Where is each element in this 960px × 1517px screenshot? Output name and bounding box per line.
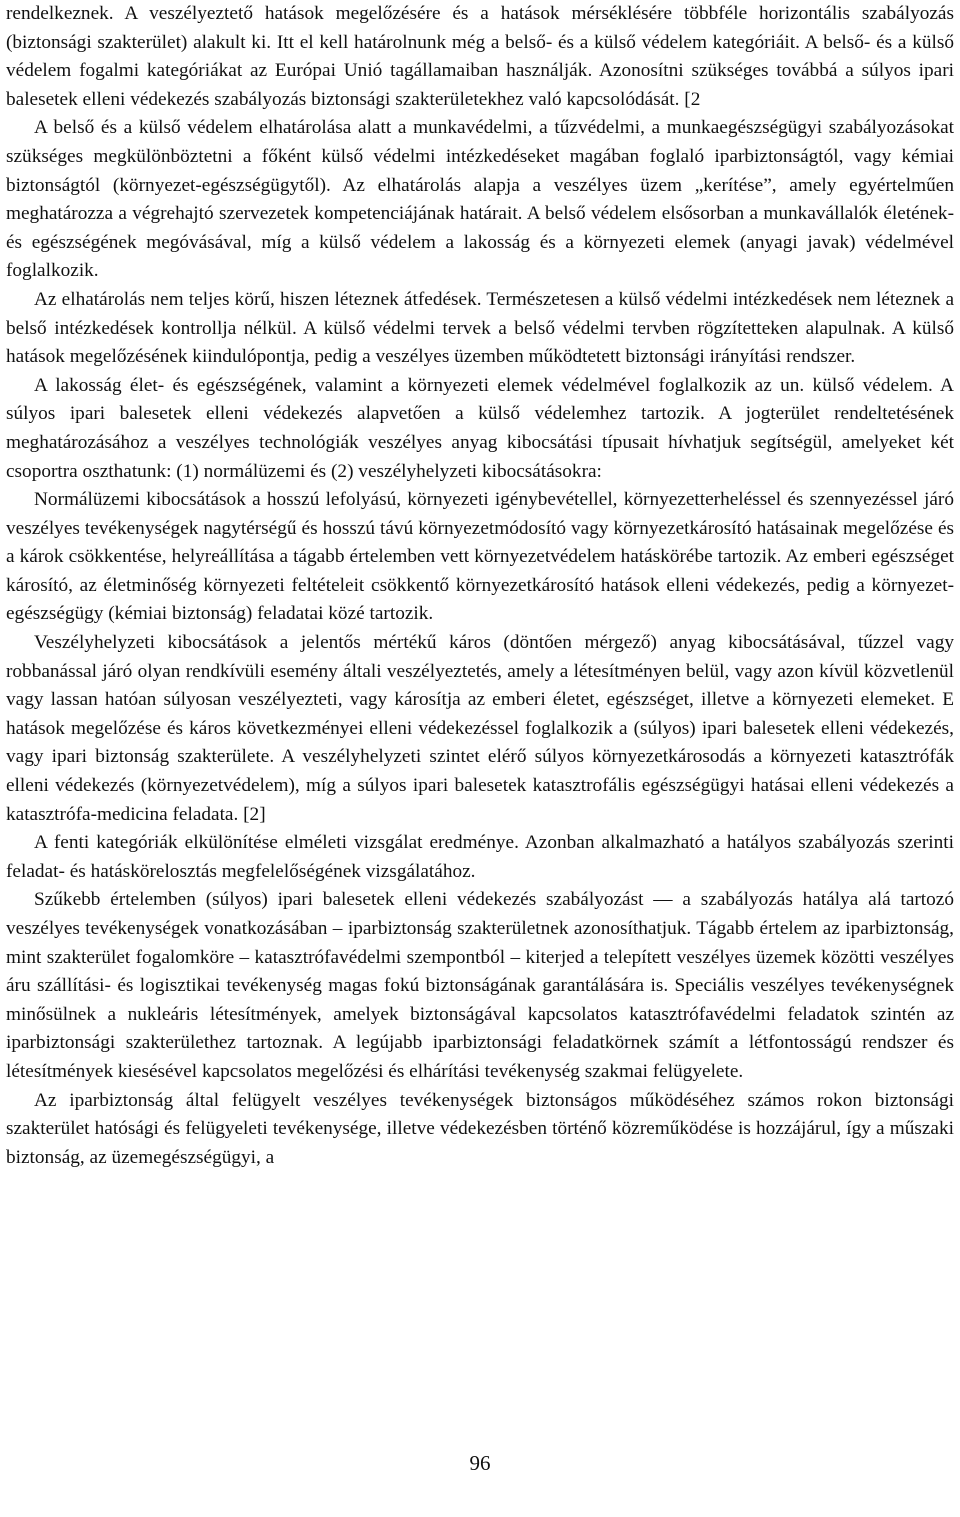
paragraph-2-text: A belső és a külső védelem elhatárolása alatt a munkavédelmi, a tűzvédelmi, a munkaegészségügyi szabályozásokat szükséges megkülönböztetni a főként külső védelmi intézkedéseket magában foglaló iparbiztonságtól, vagy kémiai biztonságtól (környezet-egészségügytől). Az elhatárolás alapja a veszélyes üzem „kerítése”, amely egyértelműen meghatározza a végrehajtó szervezetek kompetenciájának határait. A belső védelem elsősorban a munkavállalók életének- és egészségének megóvásával, míg a külső védelem a lakosság és a környezeti elemek (anyagi javak) védelmével foglalkozik. (6, 117, 954, 282)
paragraph-8 (6, 886, 954, 1086)
paragraph-9 (6, 1087, 954, 1173)
paragraph-3 (6, 286, 954, 372)
document-page (6, 0, 954, 1517)
paragraph-5 (6, 486, 954, 629)
paragraph-5-text: Normálüzemi kibocsátások a hosszú lefolyású, környezeti igénybevétellel, környezetterheléssel és szennyezéssel járó veszélyes tevékenységek nagytérségű és hosszú távú környezetmódosító vagy környezetkárosító hatásainak megelőzése és a károk csökkentése, helyreállítása a tágabb értelemben vett környezetvédelem hatáskörébe tartozik. Az emberi egészséget károsító, az életminőség környezeti feltételeit csökkentő környezetkárosító hatások elleni védekezés, pedig a környezet-egészségügy (kémiai biztonság) feladatai közé tartozik. (6, 489, 954, 625)
paragraph-4-text: A lakosság élet- és egészségének, valamint a környezeti elemek védelmével foglalkozik az un. külső védelem. A súlyos ipari balesetek elleni védekezés alapvetően a külső védelemhez tartozik. A jogterület rendeltetésének meghatározásához a veszélyes technológiák veszélyes anyag kibocsátási típusait hívhatjuk segítségül, amelyeket két csoportra oszthatunk: (1) normálüzemi és (2) veszélyhelyzeti kibocsátásokra: (6, 374, 954, 482)
paragraph-3-text: Az elhatárolás nem teljes körű, hiszen léteznek átfedések. Természetesen a külső védelmi intézkedések nem léteznek a belső intézkedések kontrollja nélkül. A külső védelmi tervek a belső védelmi tervben rögzítetteken alapulnak. A külső hatások megelőzésének kiindulópontja, pedig a veszélyes üzemben működtetett biztonsági irányítási rendszer. (6, 288, 954, 368)
page-number: 96 (469, 1451, 491, 1475)
paragraph-7 (6, 829, 954, 886)
paragraph-1-text: rendelkeznek. A veszélyeztető hatások megelőzésére és a hatások mérséklésére többféle horizontális szabályozás (biztonsági szakterület) alakult ki. Itt el kell határolnunk még a belső- és a külső védelem kategóriáit. A belső- és a külső védelem fogalmi kategóriákat az Európai Unió tagállamaiban használják. Azonosítni szükséges továbbá a súlyos ipari balesetek elleni védekezés szabályozás biztonsági szakterületekhez való kapcsolódását. [2 (6, 3, 954, 110)
paragraph-7-text: A fenti kategóriák elkülönítése elméleti vizsgálat eredménye. Azonban alkalmazható a hatályos szabályozás szerinti feladat- és hatáskörelosztás megfelelőségének vizsgálatához. (6, 832, 954, 882)
paragraph-1 (6, 0, 954, 114)
paragraph-8-text: Szűkebb értelemben (súlyos) ipari balesetek elleni védekezés szabályozást — a szabályozás hatálya alá tartozó veszélyes tevékenységek vonatkozásában – iparbiztonság szakterületnek azonosíthatjuk. Tágabb értelem az iparbiztonság, mint szakterület fogalomköre – katasztrófavédelmi szempontból – kiterjed a telepített veszélyes üzemek közötti veszélyes áru szállítási- és logisztikai tevékenység magas fokú biztonságának garantálására is. Speciális veszélyes tevékenységnek minősülnek a nukleáris létesítmények, amelyek biztonságával kapcsolatos katasztrófavédelmi feladatok szintén az iparbiztonsági szakterülethez tartoznak. A legújabb iparbiztonsági feladatkörnek számít a létfontosságú rendszer és létesítmények kiesésével kapcsolatos megelőzési és elhárítási tevékenység szakmai felügyelete. (6, 889, 954, 1082)
paragraph-6 (6, 629, 954, 829)
paragraph-9-text: Az iparbiztonság által felügyelt veszélyes tevékenységek biztonságos működéséhez számos rokon biztonsági szakterület hatósági és felügyeleti tevékenysége, illetve védekezésben történő közreműködése is hozzájárul, így a műszaki biztonság, az üzemegészségügyi, a (6, 1089, 954, 1168)
paragraph-4 (6, 372, 954, 486)
paragraph-2 (6, 114, 954, 286)
paragraph-6-text: Veszélyhelyzeti kibocsátások a jelentős mértékű káros (döntően mérgező) anyag kibocsátásával, tűzzel vagy robbanással járó olyan rendkívüli esemény általi veszélyeztetés, amely a létesítményen belül, vagy azon kívül közvetlenül vagy lassan hatóan súlyosan veszélyezteti, vagy károsítja az emberi életet, egészséget, illetve a környezeti elemeket. E hatások megelőzése és káros következményei elleni védekezéssel foglalkozik a (súlyos) ipari balesetek elleni védekezés, vagy ipari biztonság szakterülete. A veszélyhelyzeti szintet elérő súlyos környezetkárosodás a környezeti katasztrófák elleni védekezés (környezetvédelem), míg a súlyos ipari balesetek katasztrofális egészségügyi hatásai elleni védekezés a katasztrófa-medicina feladata. [2] (6, 632, 954, 825)
